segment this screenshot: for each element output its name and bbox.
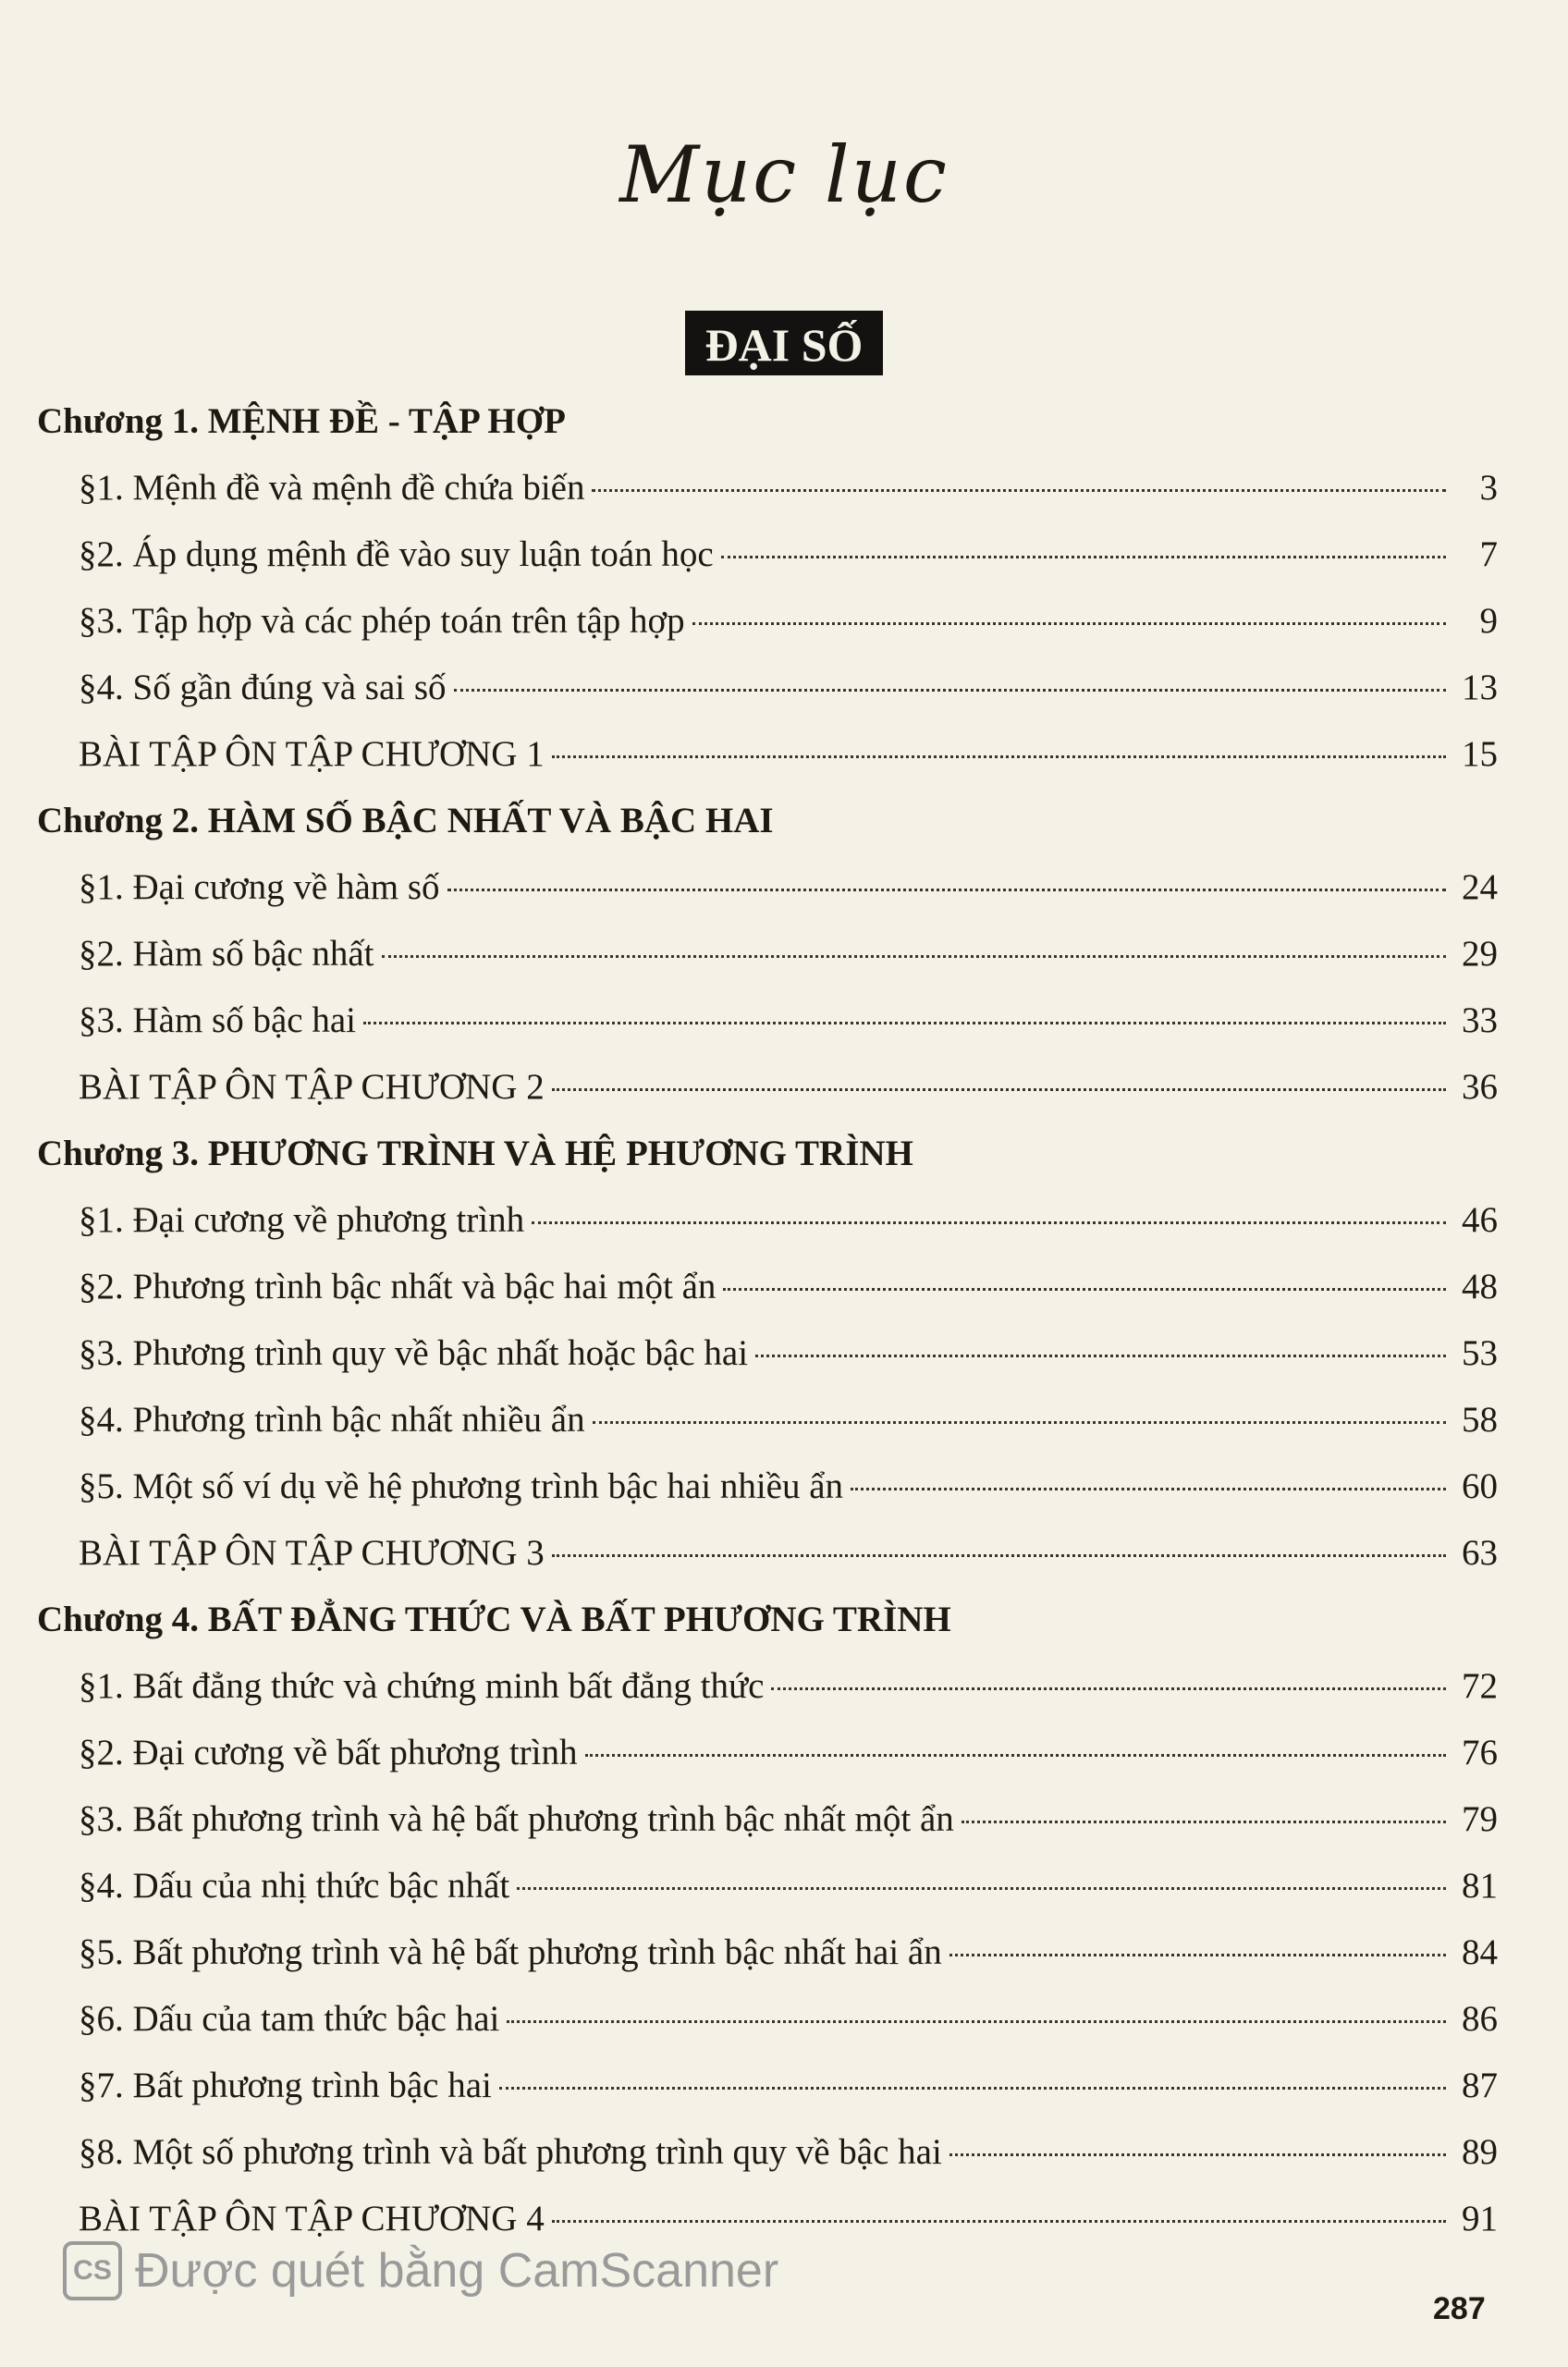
section-heading [0,311,1568,375]
toc-entry [37,1387,1498,1453]
toc-entry-label: §1. Đại cương về hàm số [79,867,440,907]
toc-entry-page: 91 [1462,2199,1498,2238]
toc-entry-page: 13 [1462,668,1498,707]
toc-entry-page: 58 [1462,1400,1498,1440]
toc-entry-label: §3. Hàm số bậc hai [79,1000,357,1040]
dot-leader [532,1221,1446,1224]
watermark-text: Được quét bằng CamScanner [135,2244,779,2298]
toc-entry-label: BÀI TẬP ÔN TẬP CHƯƠNG 2 [79,1067,545,1107]
table-of-contents [37,388,1498,2252]
toc-entry-page: 84 [1462,1932,1498,1972]
toc-entry [37,455,1498,521]
dot-leader [447,889,1446,891]
camscanner-logo-icon: CS [63,2241,122,2300]
toc-entry [37,1187,1498,1254]
toc-entry-label: §4. Dấu của nhị thức bậc nhất [79,1866,510,1906]
page-title: Mục lục [619,129,949,220]
toc-entry-page: 7 [1479,534,1498,574]
chapter-heading: Chương 2. HÀM SỐ BẬC NHẤT VÀ BẬC HAI [37,801,774,840]
toc-entry [37,1254,1498,1320]
toc-entry-page: 76 [1462,1733,1498,1772]
toc-entry [37,1653,1498,1720]
toc-entry-page: 60 [1462,1466,1498,1506]
dot-leader [593,1421,1446,1424]
toc-entry-page: 81 [1462,1866,1498,1906]
toc-entry-label: §7. Bất phương trình bậc hai [79,2066,492,2105]
toc-entry [37,2053,1498,2119]
toc-entry-label: §3. Tập hợp và các phép toán trên tập hợp [79,601,685,641]
dot-leader [949,2153,1446,2156]
toc-entry-page: 48 [1462,1267,1498,1306]
toc-entry-page: 29 [1462,934,1498,974]
toc-entry [37,1919,1498,1986]
toc-entry-page: 33 [1462,1000,1498,1040]
chapter-heading: Chương 3. PHƯƠNG TRÌNH VÀ HỆ PHƯƠNG TRÌNH [37,1134,913,1173]
dot-leader [382,955,1446,958]
toc-entry [37,1720,1498,1786]
toc-entry-label: §2. Áp dụng mệnh đề vào suy luận toán học [79,534,714,574]
toc-entry-label: §3. Phương trình quy về bậc nhất hoặc bậc hai [79,1333,749,1373]
dot-leader [552,2220,1446,2223]
dot-leader [552,1554,1446,1557]
toc-entry [37,588,1498,655]
toc-entry [37,1453,1498,1520]
toc-entry-label: §4. Phương trình bậc nhất nhiều ẩn [79,1400,585,1440]
dot-leader [363,1022,1446,1024]
toc-entry-label: §5. Bất phương trình và hệ bất phương trình bậc nhất hai ẩn [79,1932,942,1972]
toc-entry-label: BÀI TẬP ÔN TẬP CHƯƠNG 4 [79,2199,545,2238]
toc-entry [37,854,1498,921]
toc-entry-label: §2. Phương trình bậc nhất và bậc hai một ẩn [79,1267,717,1306]
dot-leader [454,689,1446,692]
chapter-heading: Chương 4. BẤT ĐẲNG THỨC VÀ BẤT PHƯƠNG TRÌNH [37,1600,951,1639]
toc-entry-page: 9 [1479,601,1498,641]
camscanner-watermark [63,2241,778,2300]
toc-entry-label: BÀI TẬP ÔN TẬP CHƯƠNG 1 [79,734,545,774]
dot-leader [851,1488,1446,1490]
dot-leader [592,489,1446,492]
toc-entry-page: 3 [1479,468,1498,508]
page-number: 287 [1433,2291,1486,2326]
toc-entry [37,721,1498,788]
toc-entry [37,1986,1498,2053]
toc-entry [37,1853,1498,1919]
toc-entry-page: 79 [1462,1799,1498,1839]
toc-entry-label: BÀI TẬP ÔN TẬP CHƯƠNG 3 [79,1533,545,1573]
toc-entry-page: 46 [1462,1200,1498,1240]
toc-entry-page: 72 [1462,1666,1498,1706]
toc-entry-page: 63 [1462,1533,1498,1573]
dot-leader [962,1821,1446,1823]
dot-leader [755,1355,1446,1357]
dot-leader [585,1754,1446,1757]
toc-entry [37,521,1498,588]
toc-entry-label: §2. Đại cương về bất phương trình [79,1733,578,1772]
toc-entry-label: §1. Bất đẳng thức và chứng minh bất đẳng thức [79,1666,765,1706]
toc-entry-label: §4. Số gần đúng và sai số [79,668,447,707]
toc-entry-page: 36 [1462,1067,1498,1107]
dot-leader [517,1887,1446,1890]
toc-entry-page: 15 [1462,734,1498,774]
toc-entry-label: §1. Mệnh đề và mệnh đề chứa biến [79,468,585,508]
dot-leader [771,1687,1446,1690]
toc-entry [37,1054,1498,1121]
dot-leader [723,1288,1446,1291]
dot-leader [507,2020,1446,2023]
toc-entry [37,655,1498,721]
section-heading-label: ĐẠI SỐ [685,311,884,375]
toc-entry-label: §8. Một số phương trình và bất phương trình quy về bậc hai [79,2132,942,2172]
toc-entry-page: 87 [1462,2066,1498,2105]
toc-entry [37,921,1498,987]
dot-leader [552,1088,1446,1091]
toc-entry-label: §2. Hàm số bậc nhất [79,934,374,974]
toc-entry [37,2119,1498,2186]
toc-entry-page: 89 [1462,2132,1498,2172]
toc-entry [37,987,1498,1054]
dot-leader [552,755,1446,758]
chapter-heading: Chương 1. MỆNH ĐỀ - TẬP HỢP [37,401,566,441]
dot-leader [721,556,1446,558]
toc-entry-page: 53 [1462,1333,1498,1373]
toc-entry [37,1320,1498,1387]
dot-leader [949,1954,1446,1956]
toc-entry [37,1520,1498,1587]
toc-entry-label: §6. Dấu của tam thức bậc hai [79,1999,500,2039]
toc-entry-label: §5. Một số ví dụ về hệ phương trình bậc hai nhiều ẩn [79,1466,844,1506]
toc-entry [37,1786,1498,1853]
dot-leader [499,2087,1446,2090]
toc-entry-label: §1. Đại cương về phương trình [79,1200,525,1240]
toc-entry-page: 86 [1462,1999,1498,2039]
dot-leader [692,622,1446,625]
toc-entry-page: 24 [1462,867,1498,907]
toc-entry-label: §3. Bất phương trình và hệ bất phương trình bậc nhất một ẩn [79,1799,954,1839]
